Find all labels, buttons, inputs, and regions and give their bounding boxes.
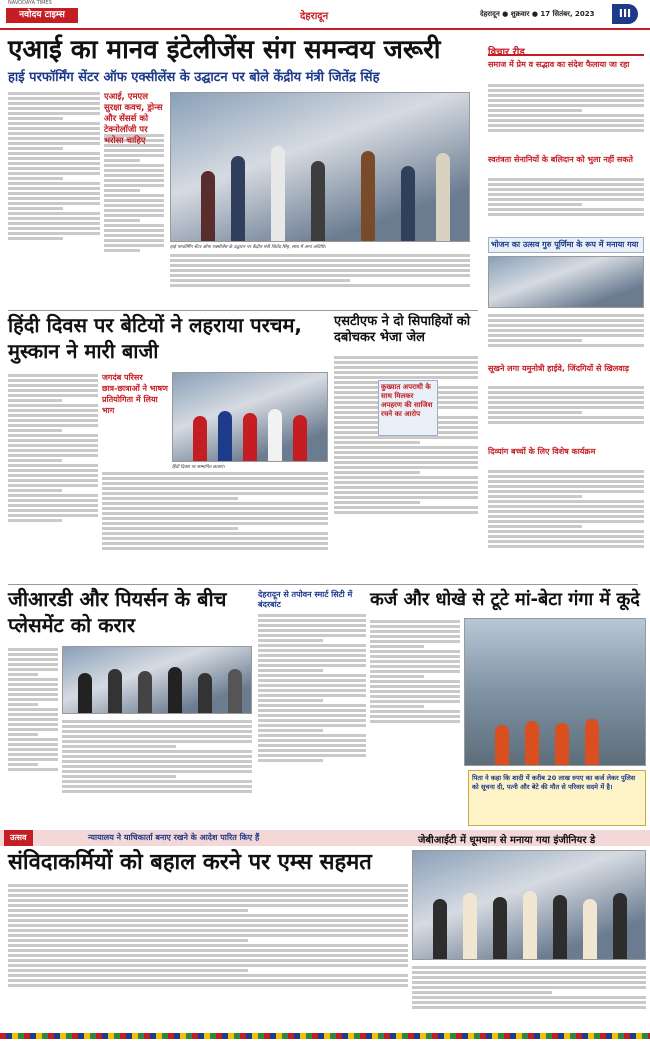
masthead-rule [0,28,650,30]
vichar-headline-1: समाज में प्रेम व सद्भाव का संदेश फैलाया जा रहा [488,60,630,69]
ganga-headline: कर्ज और धोखे से टूटे मां-बेटा गंगा में कूदे [370,589,640,610]
vichar-title: विचार रीड [488,47,525,58]
vichar-headline-5: दिव्यांग बच्चों के लिए विशेष कार्यक्रम [488,447,596,456]
banner [0,830,650,846]
bottom-body-right [412,964,646,1032]
vichar-headline-4: सूखने लगा यमुनोत्री हाईवे, जिंदगियों से खिलवाड़ [488,364,630,373]
vichar-body-1 [488,82,644,152]
section-name: देहरादून [300,11,329,22]
bottom-body [8,882,408,1032]
lead-body-col3 [170,252,470,306]
banner-tag: उत्सव [4,830,33,846]
hindi-diwas-body-2 [102,470,328,582]
vichar-headline-3: भोजन का उत्सव गुरु पूर्णिमा के रूप में मनाया गया [488,237,644,253]
lead-body-col2 [104,132,164,305]
vichar-body-4 [488,384,644,444]
bottom-photo [412,850,646,960]
date-line: देहरादून ● शुक्रवार ● 17 सितंबर, 2023 [480,10,595,18]
vichar-body-3 [488,312,644,362]
gis-photo [62,646,252,714]
lead-photo [170,92,470,242]
hindi-diwas-caption: हिंदी दिवस पर सम्मानित छात्राएं। [172,465,225,470]
masthead [0,0,650,28]
section-divider [8,310,478,311]
lead-caption: हाई परफॉर्मिंग सेंटर ऑफ एक्सीलेंस के उद्घाटन पर केंद्रीय मंत्री जितेंद्र सिंह, साथ में अन्य अतिथि। [170,245,326,250]
minor-headline: देहरादून से तपोवन स्मार्ट सिटी में बंदरबांट [258,590,353,609]
notice-box: पिता ने कहा कि शादी में करीब 20 लाख रुपए का कर्ज लेकर पुलिस को सूचना दी, पत्नी और बेटे की मौत से परिवार सदमे में है। [468,770,646,826]
gis-body-2 [62,718,252,826]
banner-text: न्यायालय ने याचिकार्ता बनाए रखने के आदेश पारित किए हैं [88,833,260,842]
vichar-headline-2: स्वतंत्रता सेनानियों के बलिदान को भुला नहीं सकते [488,155,633,164]
lead-body-col1 [8,90,100,305]
stf-headline: एसटीएफ ने दो सिपाहियों को दबोचकर भेजा जेल [334,314,471,345]
bottom-headline: संविदाकर्मियों को बहाल करने पर एम्स सहमत [8,850,372,875]
bullet-1: जगदंब परिसर [102,373,143,382]
small-header: NAVODAYA TIMES [8,0,52,6]
ganga-body [370,618,460,768]
vichar-body-2 [488,176,644,234]
hindi-diwas-body-1 [8,372,98,582]
hindi-diwas-headline: हिंदी दिवस पर बेटियों ने लहराया परचम, मुस्कान ने मारी बाजी [8,313,303,363]
vichar-photo [488,256,644,308]
lead-quote: एआई, एमएल सुरक्षा कवच, ड्रोन्स और सेंसर्स को टेक्नोलॉजी पर भरोसा चाहिए [104,92,163,146]
gis-headline: जीआरडी और पियर्सन के बीच प्लेसमेंट को करार [8,587,227,637]
hindi-diwas-bullets [102,372,170,452]
paper-name: नवोदय टाइम्स [6,8,78,23]
lead-headline: एआई का मानव इंटेलीजेंस संग समन्वय जरूरी [8,35,441,65]
vichar-header [488,40,644,56]
banner-right-headline: जेबीआईटी में धूमधाम से मनाया गया इंजीनियर डे [418,835,596,846]
hindi-diwas-photo [172,372,328,462]
footer-color-strip [0,1033,650,1039]
stf-quote: कुख्यात अपराधी के साथ मिलकर अपहरण की साजिश रचने का आरोप [378,380,438,436]
gis-body-1 [8,646,58,826]
minor-body [258,612,366,826]
section-divider-2 [8,584,638,585]
bullet-2: छात्र-छात्राओं ने भाषण प्रतियोगिता में लिया भाग [102,384,168,415]
lead-subhead: हाई परफॉर्मिंग सेंटर ऑफ एक्सीलेंस के उद्घाटन पर बोले केंद्रीय मंत्री जितेंद्र सिंह [8,70,380,85]
vichar-body-5 [488,468,644,580]
page-number: III [612,4,638,24]
ganga-photo [464,618,646,766]
